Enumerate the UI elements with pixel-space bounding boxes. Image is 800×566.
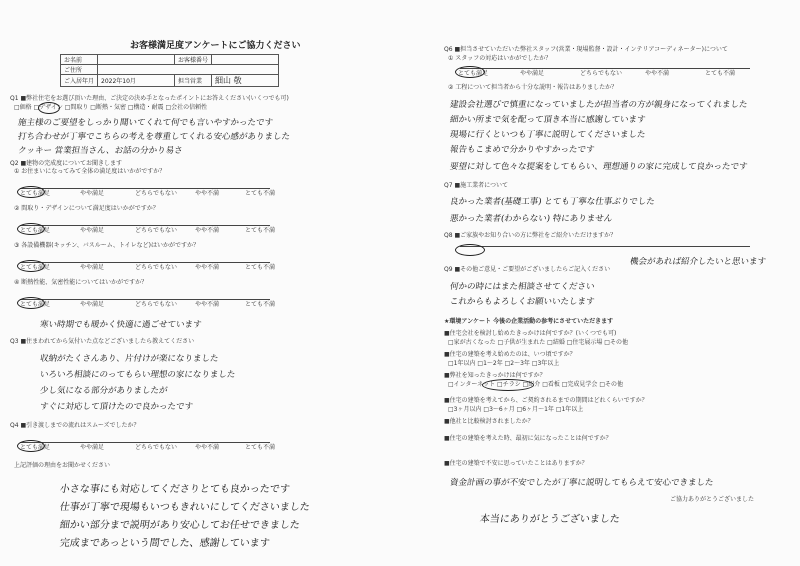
footer-thanks: ご協力ありがとうございました	[670, 496, 755, 503]
env-question: ■弊社を知ったきっかけは何ですか？	[444, 372, 546, 379]
rating-scale	[20, 436, 270, 443]
handwritten-answer: 施主様のご要望をしっかり聞いてくれて何でも言いやすかったです	[17, 118, 274, 128]
env-options: □1年以内 □1〜2年 □2〜3年 □3年以上	[448, 360, 560, 367]
handwritten-answer: 悪かった業者(わからない) 特にありません	[449, 214, 613, 224]
handwritten-answer: 要望に対して色々な提案をしてもらい、理想通りの家に完成して良かったです	[449, 162, 749, 172]
handwritten-answer: 報告もこまめで分かりやすかったです	[449, 145, 596, 155]
handwritten-answer: クッキー 営業担当さん、お話の分かり易さ	[17, 146, 184, 156]
survey-title: お客様満足度アンケートにご協力ください	[130, 41, 301, 51]
q1-options: □価格 □デザイン □間取り □断熱・気密 □構造・耐震 □会社の信頼性	[14, 104, 208, 111]
env-options: □3ヶ月以内 □3〜6ヶ月 □6ヶ月〜1年 □1年以上	[448, 406, 584, 413]
q2-sub: ② 間取り・デザインについて満足度はいかがですか？	[14, 205, 159, 212]
question-q8: Q8 ■ご家族やお知り合いの方に弊社をご紹介いただけますか？	[444, 232, 617, 239]
env-options: □インターネット □チラシ □紹介 □看板 □完成見学会 □その他	[448, 381, 624, 388]
handwritten-answer: いろいろ相談にのってもらい理想の家になりました	[39, 370, 236, 380]
handwritten-answer: 仕事が丁寧で現場もいつもきれいにしてくださいました	[58, 502, 311, 513]
handwritten-answer: 何かの時にはまた相談させてください	[449, 282, 596, 292]
rating-scale	[20, 293, 270, 300]
rating-scale	[460, 62, 750, 69]
question-q3: Q3 ■住まわれてから気付いた点などございましたら教えてください	[10, 338, 195, 345]
env-options: □家が古くなった □子供が生まれた □結婚 □住宅展示場 □その他	[448, 339, 628, 346]
handwritten-answer: 少し気になる部分がありましたが	[39, 386, 169, 396]
answer-circle	[455, 244, 485, 256]
env-question: ■住宅の建築を考えた時、最初に気になったことは何ですか？	[444, 435, 612, 442]
answer-circle	[17, 186, 45, 198]
question-q7: Q7 ■施工業者について	[444, 182, 508, 189]
answer-circle	[17, 223, 45, 235]
handwritten-answer: 細かい所まで気を配って頂き本当に感謝しています	[449, 115, 647, 125]
question-q4: Q4 ■引き渡しまでの流れはスムーズでしたか？	[10, 422, 140, 429]
handwritten-answer: 機会があれば紹介したいと思います	[629, 257, 767, 267]
handwritten-answer: 細かい部分まで説明があり安心してお任せできました	[58, 520, 301, 531]
question-q1: Q1 ■弊社住宅をお選び頂いた理由、ご決定の決め手となったポイントにお答えください(いくつでも可)	[10, 95, 289, 102]
handwritten-answer: 本当にありがとうございました	[478, 514, 621, 525]
answer-circle	[38, 102, 60, 114]
q2-sub: ④ 断熱性能、気密性能についてはいかがですか？	[14, 279, 148, 286]
handwritten-answer: 良かった業者(基礎工事) とても丁寧な仕事ぶりでした	[449, 197, 656, 207]
env-question: ■他社と比較検討されましたか？	[444, 418, 534, 425]
handwritten-answer: 小さな事にも対応してくださりとても良かったです	[58, 484, 291, 495]
info-label: ご住所	[61, 65, 98, 75]
handwritten-answer: これからもよろしくお願いいたします	[449, 297, 596, 307]
move-in-date: 2022年10月	[98, 75, 175, 87]
customer-info-table	[60, 54, 279, 87]
q6-sub: ② 工程について担当者から十分な説明・報告はありましたか？	[448, 84, 618, 91]
rating-scale	[20, 182, 270, 189]
env-question: ■住宅の建築を考えてから、ご契約されるまでの期間はどれくらいですか？	[444, 397, 648, 404]
q2-sub: ③ 各設備機器(キッチン、バスルーム、トイレなど)はいかがですか？	[14, 242, 199, 249]
section-env-survey: ★環境アンケート 今後の企業活動の参考にさせていただきます	[444, 318, 614, 325]
info-label: 担当営業	[175, 75, 212, 87]
handwritten-answer: 現場に行くといつも丁寧に説明してくださいました	[449, 130, 647, 140]
question-q9: Q9 ■その他ご意見・ご要望がございましたらご記入ください	[444, 266, 611, 273]
question-q2: Q2 ■建物の完成度についてお聞きします	[10, 160, 122, 167]
info-label: ご入居年月	[61, 75, 98, 87]
env-question: ■住宅の建築を考え始めたのは、いつ頃ですか？	[444, 351, 576, 358]
answer-circle	[482, 379, 534, 391]
survey-page-left: お客様満足度アンケートにご協力ください お名前 お客様番号 ご住所 ご入居年月 2022年10月 担当営業 細山 敬 Q1 ■弊社住宅をお選び頂いた理由、ご決定の決め手となったポイントにお答えください(いくつでも可) □価格 □デザイン □間取り □断熱・気密 □構造・耐震 □会社の信頼性 施主様のご要望をしっかり聞いてくれて何でも言いやすかったです 打ち合わせが丁寧でこちらの考えを尊重してくれる安心感がありました クッキー 営業担当さん、お話の分かり易さ Q2 ■建物の完成度についてお聞きします ① お住まいになってみて全体の満足度はいかがですか？ とても満足 やや満足 どちらでもない やや不満 とても不満 ② 間取り・デザインについて満足度はいかがですか？ とても満足 やや満足 どちらでもない やや不満 とても不満 ③ 各設備機器(キッチン、バスルーム、トイレなど)はいかがですか？ とても満足 やや満足 どちらでもない やや不満 とても不満 ④ 断熱性能、気密性能についてはいかがですか？ とても満足 やや満足 どちらでもない やや不満 とても不満 寒い時期でも暖かく快適に過ごせています Q3 ■住まわれてから気付いた点などございましたら教えてください 収納がたくさんあり、片付けが楽になりました いろいろ相談にのってもらい理想の家になりました 少し気になる部分がありましたが すぐに対応して頂けたので良かったです Q4 ■引き渡しまでの流れはスムーズでしたか？ とても満足 やや満足 どちらでもない やや不満 とても不満 上記評価の理由をお聞かせください 小さな事にも対応してくださりとても良かったです 仕事が丁寧で現場もいつもきれいにしてくださいました 細かい部分まで説明があり安心してお任せできました 完成まであっという間でした、感謝しています	[0, 0, 401, 566]
env-question: ■住宅会社を検討し始めたきっかけは何ですか？(いくつでも可)	[444, 330, 617, 337]
answer-circle	[17, 440, 45, 452]
handwritten-answer: 打ち合わせが丁寧でこちらの考えを尊重してくれる安心感がありました	[17, 132, 291, 142]
question-q5: 上記評価の理由をお聞かせください	[14, 462, 111, 469]
survey-page-right: Q6 ■担当させていただいた弊社スタッフ(営業・現場監督・設計・インテリアコーディネーター)について ① スタッフの対応はいかがでしたか？ とても満足 やや満足 どちらでもない やや不満 とても不満 ② 工程について担当者から十分な説明・報告はありましたか？ 建設会社選びで慎重になっていましたが担当者の方が親身になってくれました 細かい所まで気を配って頂き本当に感謝しています 現場に行くといつも丁寧に説明してくださいました 報告もこまめで分かりやすかったです 要望に対して色々な提案をしてもらい、理想通りの家に完成して良かったです Q7 ■施工業者について 良かった業者(基礎工事) とても丁寧な仕事ぶりでした 悪かった業者(わからない) 特にありません Q8 ■ご家族やお知り合いの方に弊社をご紹介いただけますか？ 機会があれば紹介したいと思います Q9 ■その他ご意見・ご要望がございましたらご記入ください 何かの時にはまた相談させてください これからもよろしくお願いいたします ★環境アンケート 今後の企業活動の参考にさせていただきます ■住宅会社を検討し始めたきっかけは何ですか？(いくつでも可) □家が古くなった □子供が生まれた □結婚 □住宅展示場 □その他 ■住宅の建築を考え始めたのは、いつ頃ですか？ □1年以内 □1〜2年 □2〜3年 □3年以上 ■弊社を知ったきっかけは何ですか？ □インターネット □チラシ □紹介 □看板 □完成見学会 □その他 ■住宅の建築を考えてから、ご契約されるまでの期間はどれくらいですか？ □3ヶ月以内 □3〜6ヶ月 □6ヶ月〜1年 □1年以上 ■他社と比較検討されましたか？ ■住宅の建築を考えた時、最初に気になったことは何ですか？ ■住宅の建築で不安に思っていたことはありますか？ 資金計画の事が不安でしたが丁寧に説明してもらえて安心できました 本当にありがとうございました ご協力ありがとうございました	[400, 0, 800, 566]
answer-circle	[17, 297, 45, 309]
rating-scale	[20, 256, 270, 263]
handwritten-answer: 収納がたくさんあり、片付けが楽になりました	[39, 354, 220, 364]
answer-circle	[17, 260, 45, 272]
env-question: ■住宅の建築で不安に思っていたことはありますか？	[444, 460, 588, 467]
info-label: お名前	[61, 55, 98, 65]
question-q6: Q6 ■担当させていただいた弊社スタッフ(営業・現場監督・設計・インテリアコーディネーター)について	[444, 46, 728, 53]
info-label: お客様番号	[175, 55, 212, 65]
q2-sub: ① お住まいになってみて全体の満足度はいかがですか？	[14, 168, 166, 175]
sales-rep-name: 細山 敬	[212, 75, 279, 87]
handwritten-answer: 資金計画の事が不安でしたが丁寧に説明してもらえて安心できました	[449, 478, 715, 488]
answer-circle	[455, 66, 485, 78]
rating-scale	[460, 240, 750, 247]
handwritten-answer: 寒い時期でも暖かく快適に過ごせています	[39, 320, 203, 330]
handwritten-answer: 建設会社選びで慎重になっていましたが担当者の方が親身になってくれました	[449, 100, 749, 110]
rating-scale	[20, 219, 270, 226]
handwritten-answer: すぐに対応して頂けたので良かったです	[39, 402, 194, 412]
q6-sub: ① スタッフの対応はいかがでしたか？	[448, 55, 552, 62]
handwritten-answer: 完成まであっという間でした、感謝しています	[58, 538, 271, 549]
